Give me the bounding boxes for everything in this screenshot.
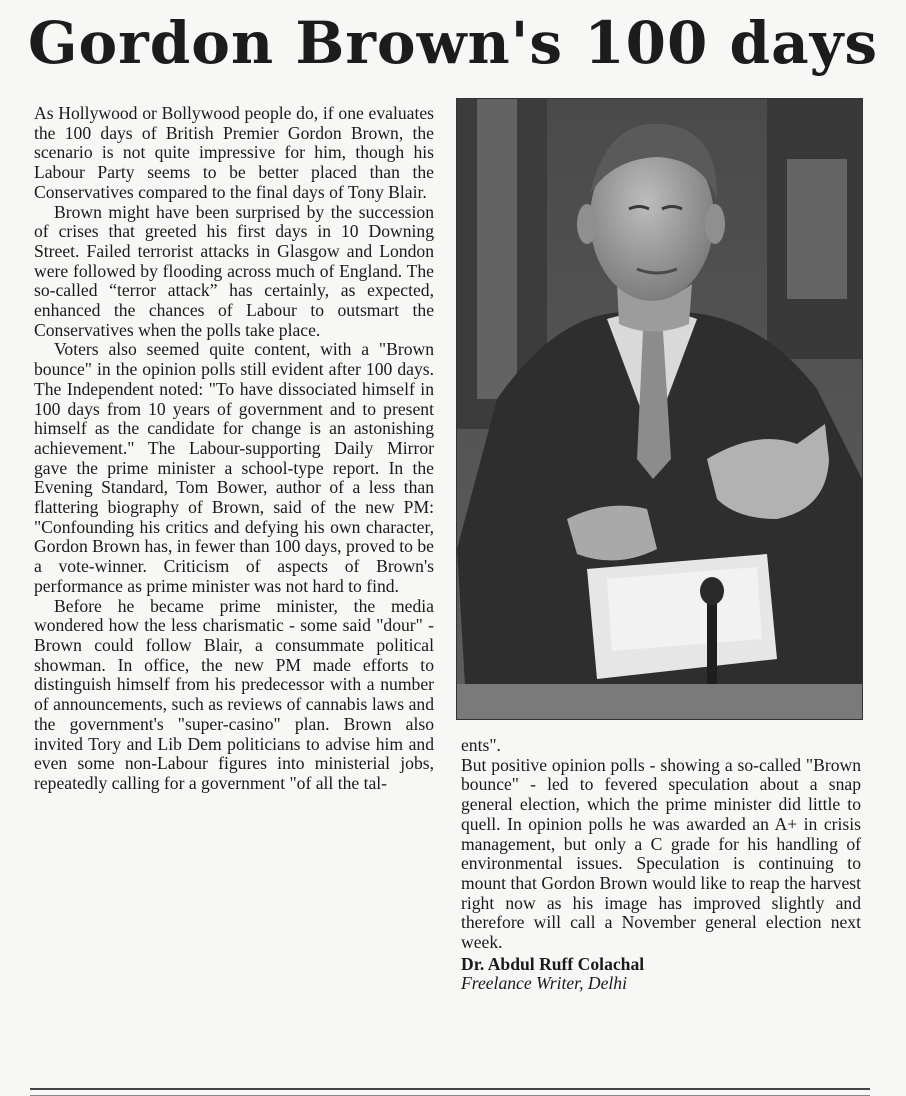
continuation-text: ents".	[461, 735, 501, 755]
paragraph-3: Voters also seemed quite content, with a "Brown bounce" in the opinion polls still evident after 100 days. The Independent noted: "To have dissociated himself in 100 days from 10 years of government and to present himself as the candidate for change is an astonishing achievement." The Labour-supporting Daily Mirror gave the prime minister a school-type report. In the Evening Standard, Tom Bower, author of a less than flattering biography of Brown, said of the new PM: "Confounding his critics and defying his own character, Gordon Brown has, in fewer than 100 days, proved to be a vote-winner. Criticism of aspects of Brown's performance as prime minister was not hard to find.	[34, 339, 434, 596]
author-role: Freelance Writer, Delhi	[461, 973, 627, 994]
paragraph-2: Brown might have been surprised by the succession of crises that greeted his first days in 10 Downing Street. Failed terrorist attacks in Glasgow and London were followed by flooding across much of England. The so-called “terror attack” has certainly, as expected, enhanced the chances of Labour to outsmart the Conservatives when the polls take place.	[34, 201, 434, 340]
paragraph-4: Before he became prime minister, the media wondered how the less charismatic - some said "dour" - Brown could follow Blair, a consummate political showman. In office, the new PM made efforts to distinguish himself from his predecessor with a number of announcements, such as reviews of cannabis laws and the government's "super-casino" plan. Brown also invited Tory and Lib Dem politicians to advise him and even some non-Labour figures into ministerial jobs, repeatedly calling for a government "of all the tal-	[34, 595, 434, 793]
paragraph-5: But positive opinion polls - showing a so-called "Brown bounce" - led to fevered speculation about a snap general election, which the prime minister did little to quell. In opinion polls he was awarded an A+ in crisis management, but only a C grade for his handling of environmental issues. Speculation is continuing to mount that Gordon Brown would like to reap the harvest right now as his image has improved slightly and therefore will call a November general election next week.	[461, 754, 861, 953]
left-column	[34, 104, 434, 794]
headline: Gordon Brown's 100 days	[27, 9, 879, 77]
bottom-rule	[30, 1088, 870, 1096]
photo-illustration	[457, 99, 862, 719]
right-column	[461, 736, 861, 994]
photo-gordon-brown	[456, 98, 863, 720]
paragraph-1: As Hollywood or Bollywood people do, if one evaluates the 100 days of British Premier Gordon Brown, the scenario is not quite impressive for him, though his Labour Party seems to be better placed than the Conservatives compared to the final days of Tony Blair.	[34, 103, 434, 202]
author-name: Dr. Abdul Ruff Colachal	[461, 953, 645, 974]
